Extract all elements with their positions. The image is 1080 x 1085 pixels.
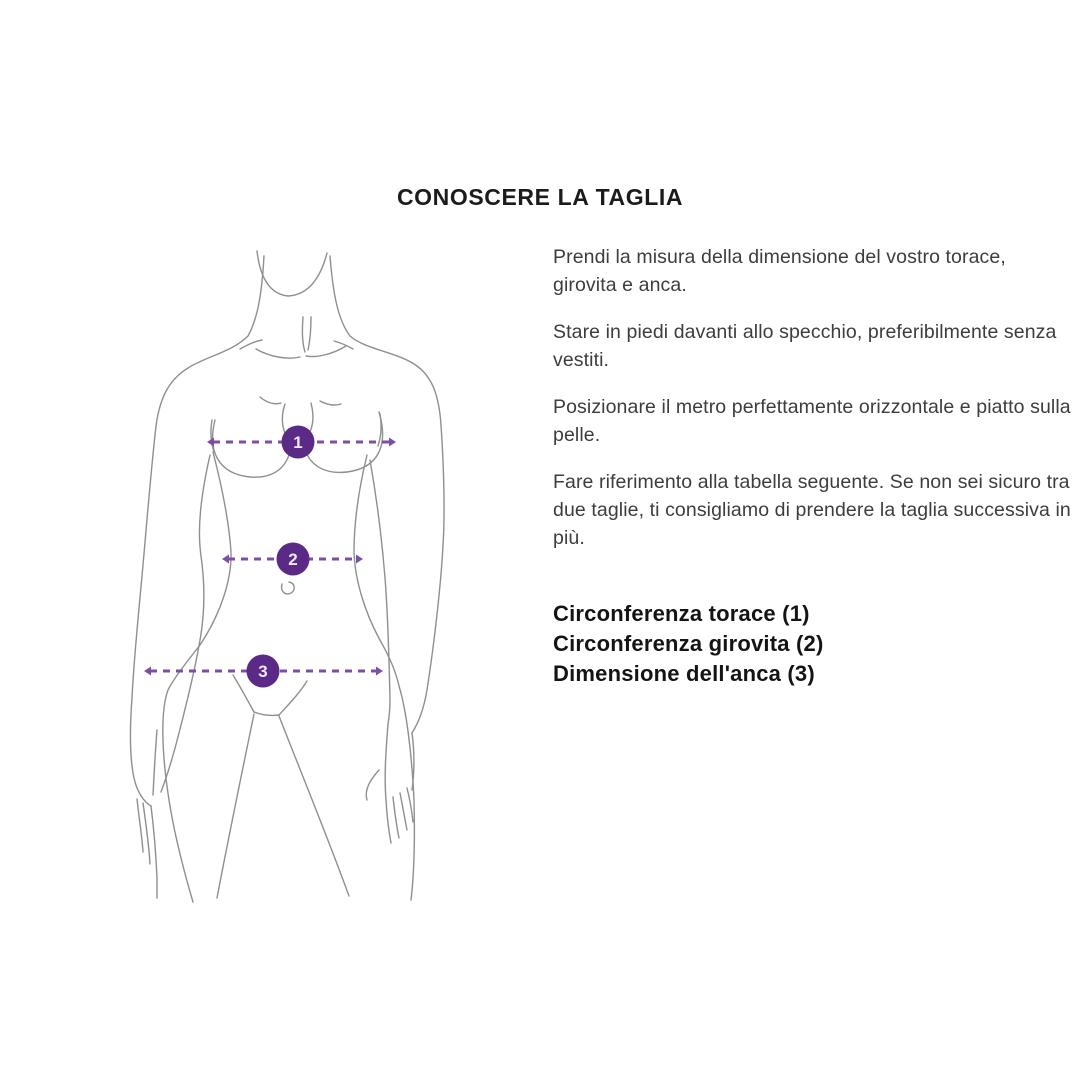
chest-marker-number: 1 bbox=[293, 433, 303, 452]
instruction-paragraph: Stare in piedi davanti allo specchio, preferibilmente senza vestiti. bbox=[553, 321, 1057, 371]
measurement-label-hip: Dimensione dell'anca (3) bbox=[553, 661, 815, 686]
measurement-label-waist: Circonferenza girovita (2) bbox=[553, 631, 824, 656]
measure-line-endpoints bbox=[144, 438, 396, 676]
markers bbox=[247, 426, 315, 688]
page-title: CONOSCERE LA TAGLIA bbox=[396, 184, 684, 210]
instruction-paragraph: Fare riferimento alla tabella seguente. Se non sei sicuro tra due taglie, ti consigliamo di prendere la taglia successiva in più. bbox=[553, 471, 1071, 549]
instructions-column bbox=[553, 243, 1071, 689]
measurement-legend bbox=[553, 599, 1071, 689]
navel bbox=[282, 582, 295, 594]
measurement-label-chest: Circonferenza torace (1) bbox=[553, 601, 810, 626]
body-outline bbox=[130, 251, 444, 902]
hip-marker-number: 3 bbox=[258, 662, 268, 681]
instruction-paragraph: Posizionare il metro perfettamente orizzontale e piatto sulla pelle. bbox=[553, 396, 1071, 446]
waist-marker-number: 2 bbox=[288, 550, 298, 569]
instruction-paragraph: Prendi la misura della dimensione del vostro torace, girovita e anca. bbox=[553, 246, 1006, 296]
